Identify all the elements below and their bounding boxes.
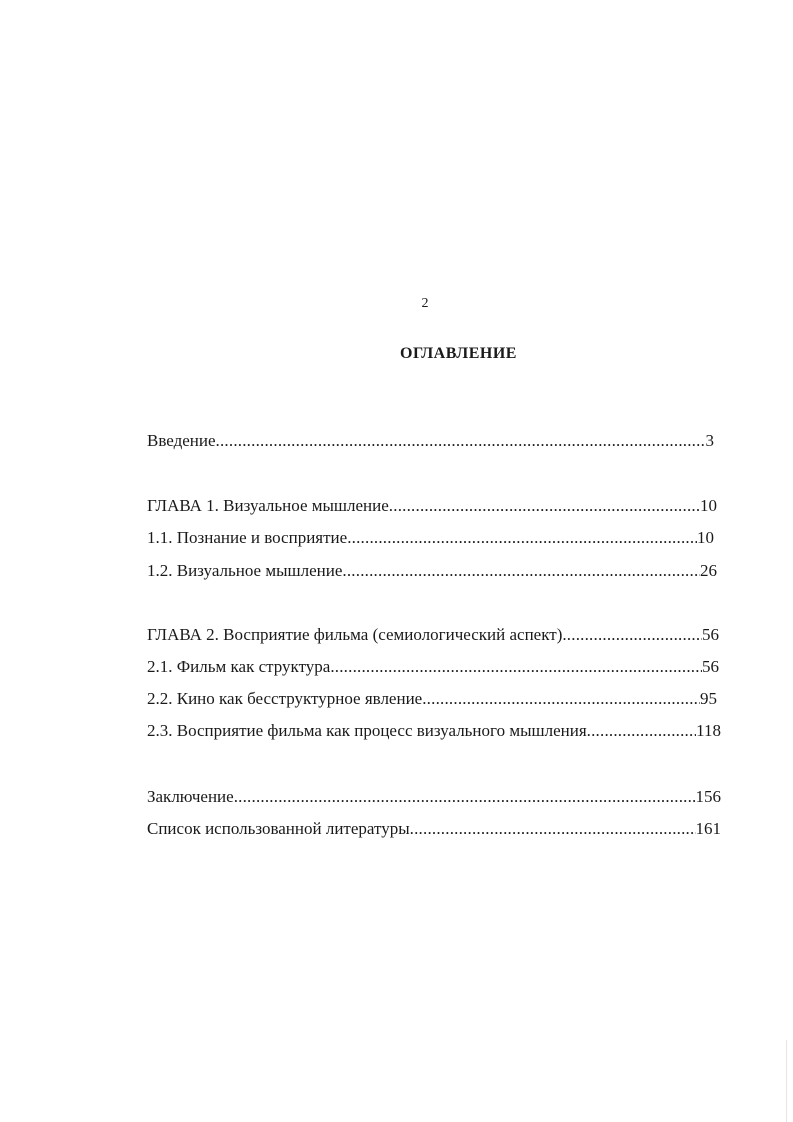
toc-entry-section-2-1 <box>147 657 719 677</box>
toc-page: 26 <box>700 561 717 580</box>
toc-label: Введение <box>147 431 216 450</box>
toc-entry-conclusion <box>147 787 721 807</box>
toc-entry-section-2-3 <box>147 721 721 741</box>
toc-label: ГЛАВА 1. Визуальное мышление <box>147 496 389 515</box>
toc-page: 3 <box>705 431 714 450</box>
toc-entry-section-1-2 <box>147 561 717 581</box>
dot-leader <box>234 787 696 807</box>
toc-label: 1.2. Визуальное мышление <box>147 561 343 580</box>
toc-label: ГЛАВА 2. Восприятие фильма (семиологический аспект) <box>147 625 563 644</box>
toc-page: 56 <box>702 657 719 676</box>
toc-label: 1.1. Познание и восприятие <box>147 528 348 547</box>
page-title: ОГЛАВЛЕНИЕ <box>400 345 517 362</box>
toc-page: 10 <box>700 496 717 515</box>
scan-edge-mark <box>786 1040 787 1122</box>
toc-label: Заключение <box>147 787 234 806</box>
toc-page: 156 <box>695 787 721 806</box>
toc-page: 95 <box>700 689 717 708</box>
toc-entry-section-2-2 <box>147 689 717 709</box>
toc-entry-section-1-1 <box>147 528 714 548</box>
toc-label: 2.3. Восприятие фильма как процесс визуального мышления <box>147 721 587 740</box>
toc-page: 10 <box>697 528 714 547</box>
toc-label: 2.2. Кино как бесструктурное явление <box>147 689 423 708</box>
dot-leader <box>342 561 700 581</box>
page-number: 2 <box>421 296 429 311</box>
toc-page: 118 <box>696 721 721 740</box>
toc-page: 161 <box>695 819 721 838</box>
dot-leader <box>216 431 706 451</box>
toc-entry-bibliography <box>147 819 721 839</box>
dot-leader <box>347 528 697 548</box>
dot-leader <box>389 496 700 516</box>
dot-leader <box>330 657 702 677</box>
toc-page: 56 <box>702 625 719 644</box>
dot-leader <box>587 721 696 741</box>
dot-leader <box>562 625 702 645</box>
toc-label: Список использованной литературы <box>147 819 410 838</box>
toc-entry-chapter-1 <box>147 496 717 516</box>
toc-entry-chapter-2 <box>147 625 719 645</box>
dot-leader <box>422 689 700 709</box>
toc-entry-intro <box>147 431 714 451</box>
dot-leader <box>410 819 696 839</box>
toc-label: 2.1. Фильм как структура <box>147 657 331 676</box>
